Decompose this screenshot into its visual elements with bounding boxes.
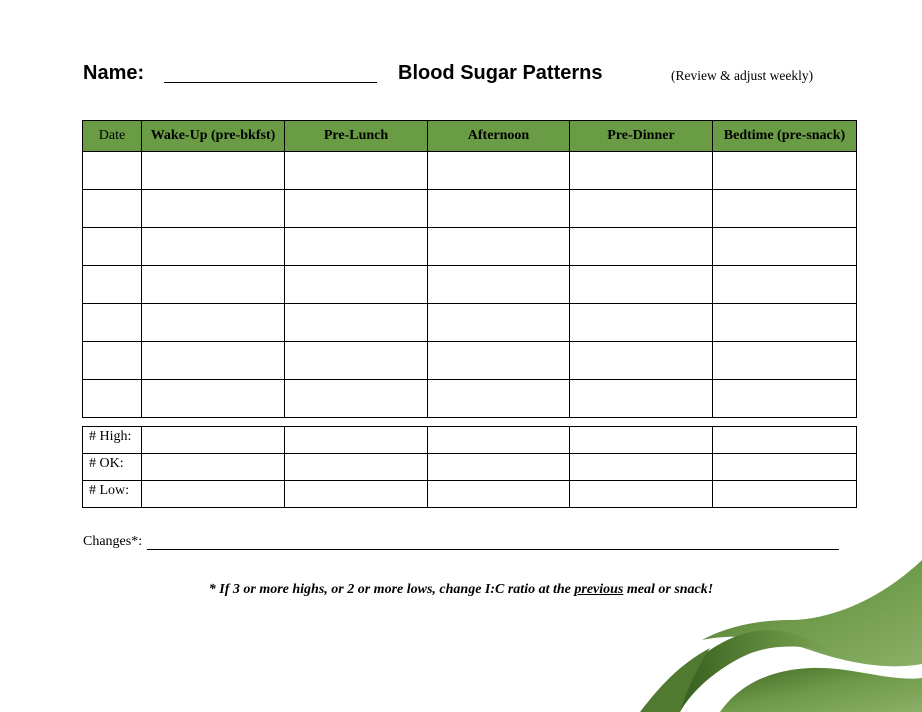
table-row [83, 228, 857, 266]
count-label-high: # High: [83, 427, 142, 454]
table-cell[interactable] [285, 380, 428, 418]
table-cell[interactable] [83, 228, 142, 266]
table-cell[interactable] [570, 266, 713, 304]
table-cell[interactable] [713, 342, 857, 380]
table-cell[interactable] [428, 228, 570, 266]
table-cell[interactable] [428, 266, 570, 304]
changes-field[interactable] [147, 549, 839, 550]
table-cell[interactable] [570, 304, 713, 342]
table-cell[interactable] [570, 454, 713, 481]
table-cell[interactable] [428, 190, 570, 228]
table-cell[interactable] [428, 454, 570, 481]
table-cell[interactable] [713, 228, 857, 266]
table-cell[interactable] [142, 380, 285, 418]
count-label-ok: # OK: [83, 454, 142, 481]
table-cell[interactable] [285, 454, 428, 481]
table-cell[interactable] [83, 380, 142, 418]
table-cell[interactable] [570, 228, 713, 266]
table-cell[interactable] [570, 342, 713, 380]
column-header-date: Date [83, 121, 142, 152]
name-field[interactable] [164, 82, 377, 83]
table-cell[interactable] [570, 427, 713, 454]
table-cell[interactable] [142, 342, 285, 380]
table-cell[interactable] [428, 152, 570, 190]
table-cell[interactable] [713, 454, 857, 481]
table-cell[interactable] [713, 481, 857, 508]
count-row-low [83, 481, 857, 508]
table-cell[interactable] [285, 266, 428, 304]
table-cell[interactable] [570, 481, 713, 508]
count-label-low: # Low: [83, 481, 142, 508]
count-row-ok [83, 454, 857, 481]
table-cell[interactable] [142, 427, 285, 454]
column-header-bedtime: Bedtime (pre-snack) [713, 121, 857, 152]
table-cell[interactable] [428, 342, 570, 380]
page-title: Blood Sugar Patterns [398, 62, 603, 84]
footnote-text: * If 3 or more highs, or 2 or more lows, change I:C ratio at the [208, 582, 575, 597]
title-row [83, 60, 843, 90]
table-cell[interactable] [285, 228, 428, 266]
table-cell[interactable] [570, 380, 713, 418]
leaf-shape-lower [720, 668, 922, 712]
table-cell[interactable] [713, 152, 857, 190]
table-cell[interactable] [428, 481, 570, 508]
table-row [83, 304, 857, 342]
table-cell[interactable] [428, 304, 570, 342]
page-subtitle: (Review & adjust weekly) [671, 68, 814, 83]
count-row-high [83, 427, 857, 454]
table-cell[interactable] [428, 380, 570, 418]
name-label: Name: [83, 62, 145, 84]
changes-label: Changes*: [83, 534, 143, 549]
table-cell[interactable] [83, 152, 142, 190]
table-cell[interactable] [285, 481, 428, 508]
table-row [83, 152, 857, 190]
table-cell[interactable] [142, 454, 285, 481]
table-cell[interactable] [285, 427, 428, 454]
column-header-wake-up: Wake-Up (pre-bkfst) [142, 121, 285, 152]
table-cell[interactable] [285, 304, 428, 342]
table-cell[interactable] [83, 266, 142, 304]
table-cell[interactable] [285, 342, 428, 380]
table-cell[interactable] [83, 342, 142, 380]
table-cell[interactable] [142, 228, 285, 266]
table-cell[interactable] [142, 152, 285, 190]
footnote-emphasis: previous [574, 582, 624, 597]
decorative-leaf-swoosh [640, 560, 922, 712]
table-cell[interactable] [83, 190, 142, 228]
table-cell[interactable] [428, 427, 570, 454]
table-row [83, 266, 857, 304]
table-cell[interactable] [285, 152, 428, 190]
table-cell[interactable] [142, 190, 285, 228]
glucose-log-table [82, 120, 857, 418]
column-header-afternoon: Afternoon [428, 121, 570, 152]
table-cell[interactable] [713, 190, 857, 228]
table-cell[interactable] [285, 190, 428, 228]
table-row [83, 380, 857, 418]
table-cell[interactable] [713, 304, 857, 342]
table-cell[interactable] [713, 380, 857, 418]
table-cell[interactable] [142, 304, 285, 342]
table-cell[interactable] [570, 190, 713, 228]
table-cell[interactable] [713, 427, 857, 454]
changes-section [83, 534, 840, 550]
column-header-pre-dinner: Pre-Dinner [570, 121, 713, 152]
table-cell[interactable] [142, 481, 285, 508]
table-cell[interactable] [83, 304, 142, 342]
table-row [83, 342, 857, 380]
reading-count-table [82, 426, 857, 508]
table-cell[interactable] [142, 266, 285, 304]
footnote-text-end: meal or snack! [623, 582, 714, 597]
table-cell[interactable] [713, 266, 857, 304]
table-cell[interactable] [570, 152, 713, 190]
table-header-row [83, 121, 857, 152]
column-header-pre-lunch: Pre-Lunch [285, 121, 428, 152]
table-row [83, 190, 857, 228]
